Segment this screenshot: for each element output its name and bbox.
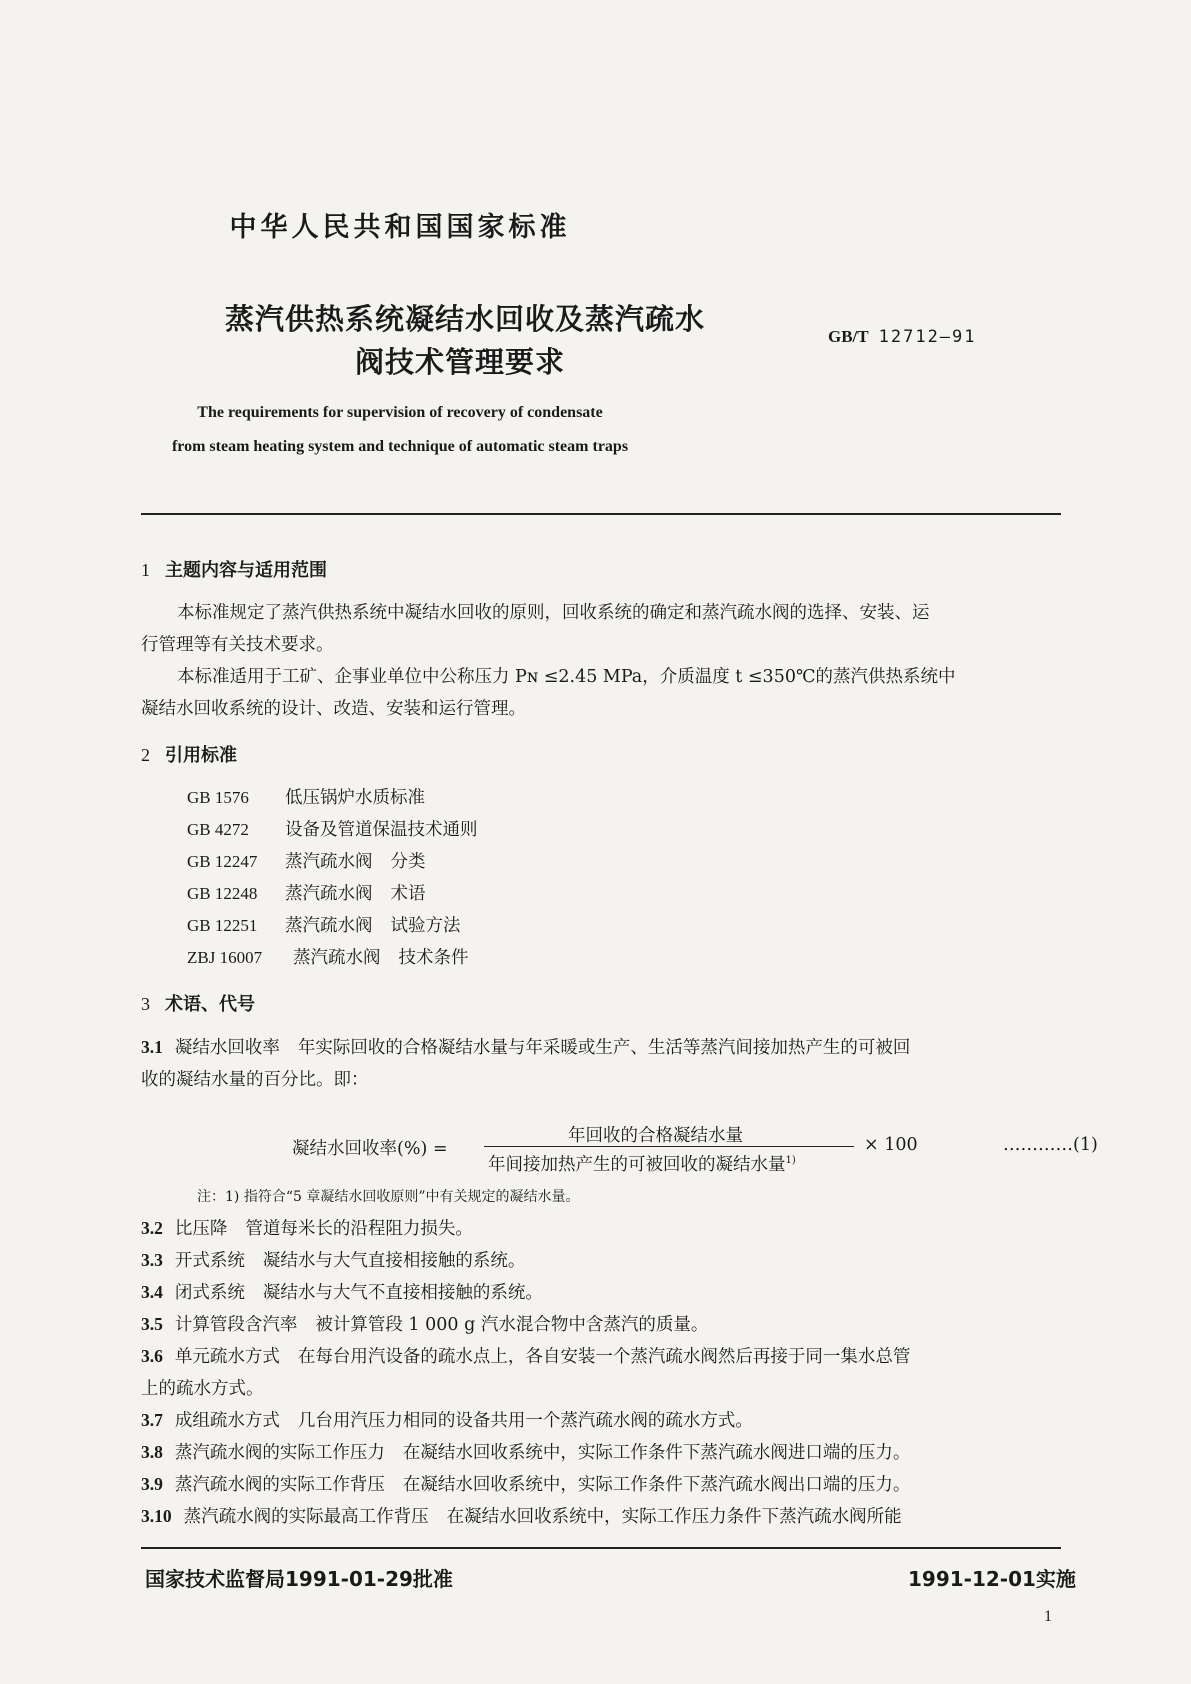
english-title-line2: from steam heating system and technique of automatic steam traps xyxy=(171,438,629,455)
reference-name: 低压锅炉水质标准 xyxy=(285,788,425,808)
formula-numerator: 年回收的合格凝结水量 xyxy=(568,1126,743,1146)
reference-item xyxy=(187,912,461,937)
term-definition: 在凝结水回收系统中，实际工作条件下蒸汽疏水阀进口端的压力。 xyxy=(402,1443,911,1463)
term-item xyxy=(141,1471,910,1496)
section-1-para2-line2: 凝结水回收系统的设计、改造、安装和运行管理。 xyxy=(141,699,526,719)
term-definition: 年实际回收的合格凝结水量与年采暖或生产、生活等蒸汽间接加热产生的可被回 xyxy=(297,1038,911,1058)
term-item xyxy=(141,1503,902,1528)
section-1-title: 主题内容与适用范围 xyxy=(165,560,327,581)
reference-subtitle: 技术条件 xyxy=(398,948,469,968)
reference-item xyxy=(187,944,469,969)
section-1-para1-line1: 本标准规定了蒸汽供热系统中凝结水回收的原则，回收系统的确定和蒸汽疏水阀的选择、安装、运 xyxy=(177,603,930,623)
footnote: 注：1) 指符合“5 章凝结水回收原则”中有关规定的凝结水量。 xyxy=(197,1189,580,1205)
term-name: 比压降 xyxy=(174,1219,228,1239)
reference-subtitle: 试验方法 xyxy=(390,916,461,936)
section-2-number: 2 xyxy=(141,745,150,765)
reference-subtitle: 分类 xyxy=(390,852,426,872)
section-3-title: 术语、代号 xyxy=(165,994,255,1015)
document-title-line2: 阀技术管理要求 xyxy=(355,345,566,379)
reference-code: ZBJ 16007 xyxy=(187,948,263,967)
reference-subtitle: 术语 xyxy=(390,884,426,904)
term-definition: 凝结水与大气不直接相接触的系统。 xyxy=(262,1283,543,1303)
reference-item xyxy=(187,784,425,809)
term-number: 3.9 xyxy=(141,1474,163,1494)
term-name: 闭式系统 xyxy=(174,1283,245,1303)
reference-name: 蒸汽疏水阀 xyxy=(285,916,373,936)
term-definition: 在每台用汽设备的疏水点上，各自安装一个蒸汽疏水阀然后再接于同一集水总管 xyxy=(297,1347,911,1367)
formula-multiplier: × 100 xyxy=(864,1135,918,1155)
term-number: 3.5 xyxy=(141,1314,163,1334)
term-number: 3.7 xyxy=(141,1410,163,1430)
term-definition: 凝结水与大气直接相接触的系统。 xyxy=(262,1251,526,1271)
national-standard-heading: 中华人民共和国国家标准 xyxy=(229,212,571,243)
term-3-1-line2: 收的凝结水量的百分比。即： xyxy=(141,1070,369,1090)
term-item xyxy=(141,1279,543,1304)
term-name: 蒸汽疏水阀的实际最高工作背压 xyxy=(183,1507,429,1527)
term-definition: 管道每米长的沿程阻力损失。 xyxy=(245,1219,473,1239)
term-name: 单元疏水方式 xyxy=(174,1347,280,1367)
reference-item xyxy=(187,880,426,905)
english-title-line1: The requirements for supervision of recovery of condensate xyxy=(197,404,603,421)
term-number: 3.8 xyxy=(141,1442,163,1462)
reference-code: GB 1576 xyxy=(187,788,249,807)
reference-name: 蒸汽疏水阀 xyxy=(285,884,373,904)
term-definition: 被计算管段 1 000 g 汽水混合物中含蒸汽的质量。 xyxy=(315,1315,709,1335)
term-item xyxy=(141,1407,753,1432)
section-1-para1-line2: 行管理等有关技术要求。 xyxy=(141,635,334,655)
formula-denominator xyxy=(488,1151,796,1176)
term-item xyxy=(141,1247,525,1272)
page-number: 1 xyxy=(1044,1608,1052,1625)
formula-lhs: 凝结水回收率(%) = xyxy=(292,1139,448,1159)
section-1-number: 1 xyxy=(141,560,150,580)
reference-name: 蒸汽疏水阀 xyxy=(293,948,381,968)
term-continuation: 上的疏水方式。 xyxy=(141,1379,264,1399)
term-name: 成组疏水方式 xyxy=(174,1411,280,1431)
fraction-line xyxy=(484,1146,854,1147)
term-name: 蒸汽疏水阀的实际工作背压 xyxy=(174,1475,385,1495)
term-definition: 在凝结水回收系统中，实际工作压力条件下蒸汽疏水阀所能 xyxy=(446,1507,902,1527)
term-item xyxy=(141,1439,910,1464)
reference-name: 蒸汽疏水阀 xyxy=(285,852,373,872)
term-3-1-line1 xyxy=(141,1034,910,1059)
term-name: 计算管段含汽率 xyxy=(174,1315,298,1335)
term-definition: 在凝结水回收系统中，实际工作条件下蒸汽疏水阀出口端的压力。 xyxy=(402,1475,911,1495)
header-divider xyxy=(141,513,1061,515)
reference-item xyxy=(187,816,478,841)
document-title-line1: 蒸汽供热系统凝结水回收及蒸汽疏水 xyxy=(225,302,706,336)
approval-date: 国家技术监督局1991-01-29批准 xyxy=(145,1567,453,1591)
section-1-heading xyxy=(141,556,327,582)
section-2-heading xyxy=(141,741,237,767)
standard-code xyxy=(828,327,977,347)
term-name: 蒸汽疏水阀的实际工作压力 xyxy=(174,1443,385,1463)
section-3-number: 3 xyxy=(141,994,150,1014)
term-definition: 几台用汽压力相同的设备共用一个蒸汽疏水阀的疏水方式。 xyxy=(297,1411,753,1431)
standard-code-prefix: GB/T xyxy=(828,327,869,346)
reference-code: GB 12248 xyxy=(187,884,258,903)
formula-denominator-text: 年间接加热产生的可被回收的凝结水量 xyxy=(488,1155,786,1175)
footer-divider xyxy=(141,1547,1061,1549)
section-2-title: 引用标准 xyxy=(165,745,237,766)
term-name: 开式系统 xyxy=(174,1251,245,1271)
reference-name: 设备及管道保温技术通则 xyxy=(285,820,478,840)
reference-item xyxy=(187,848,426,873)
implementation-date: 1991-12-01实施 xyxy=(908,1567,1076,1591)
term-item xyxy=(141,1343,910,1368)
section-3-heading xyxy=(141,990,255,1016)
term-number: 3.4 xyxy=(141,1282,163,1302)
term-number: 3.3 xyxy=(141,1250,163,1270)
term-number: 3.6 xyxy=(141,1346,163,1366)
term-number: 3.1 xyxy=(141,1037,163,1057)
reference-code: GB 12251 xyxy=(187,916,258,935)
equation-number: …………(1) xyxy=(1003,1135,1098,1155)
term-item xyxy=(141,1215,473,1240)
reference-code: GB 12247 xyxy=(187,852,258,871)
reference-code: GB 4272 xyxy=(187,820,249,839)
term-number: 3.10 xyxy=(141,1506,172,1526)
term-number: 3.2 xyxy=(141,1218,163,1238)
footnote-marker: 1) xyxy=(785,1155,796,1167)
term-name: 凝结水回收率 xyxy=(174,1038,280,1058)
term-item xyxy=(141,1311,708,1336)
standard-code-number: 12712—91 xyxy=(878,327,977,347)
section-1-para2-line1: 本标准适用于工矿、企事业单位中公称压力 Pɴ ≤2.45 MPa，介质温度 t ≤350℃的蒸汽供热系统中 xyxy=(177,667,956,687)
